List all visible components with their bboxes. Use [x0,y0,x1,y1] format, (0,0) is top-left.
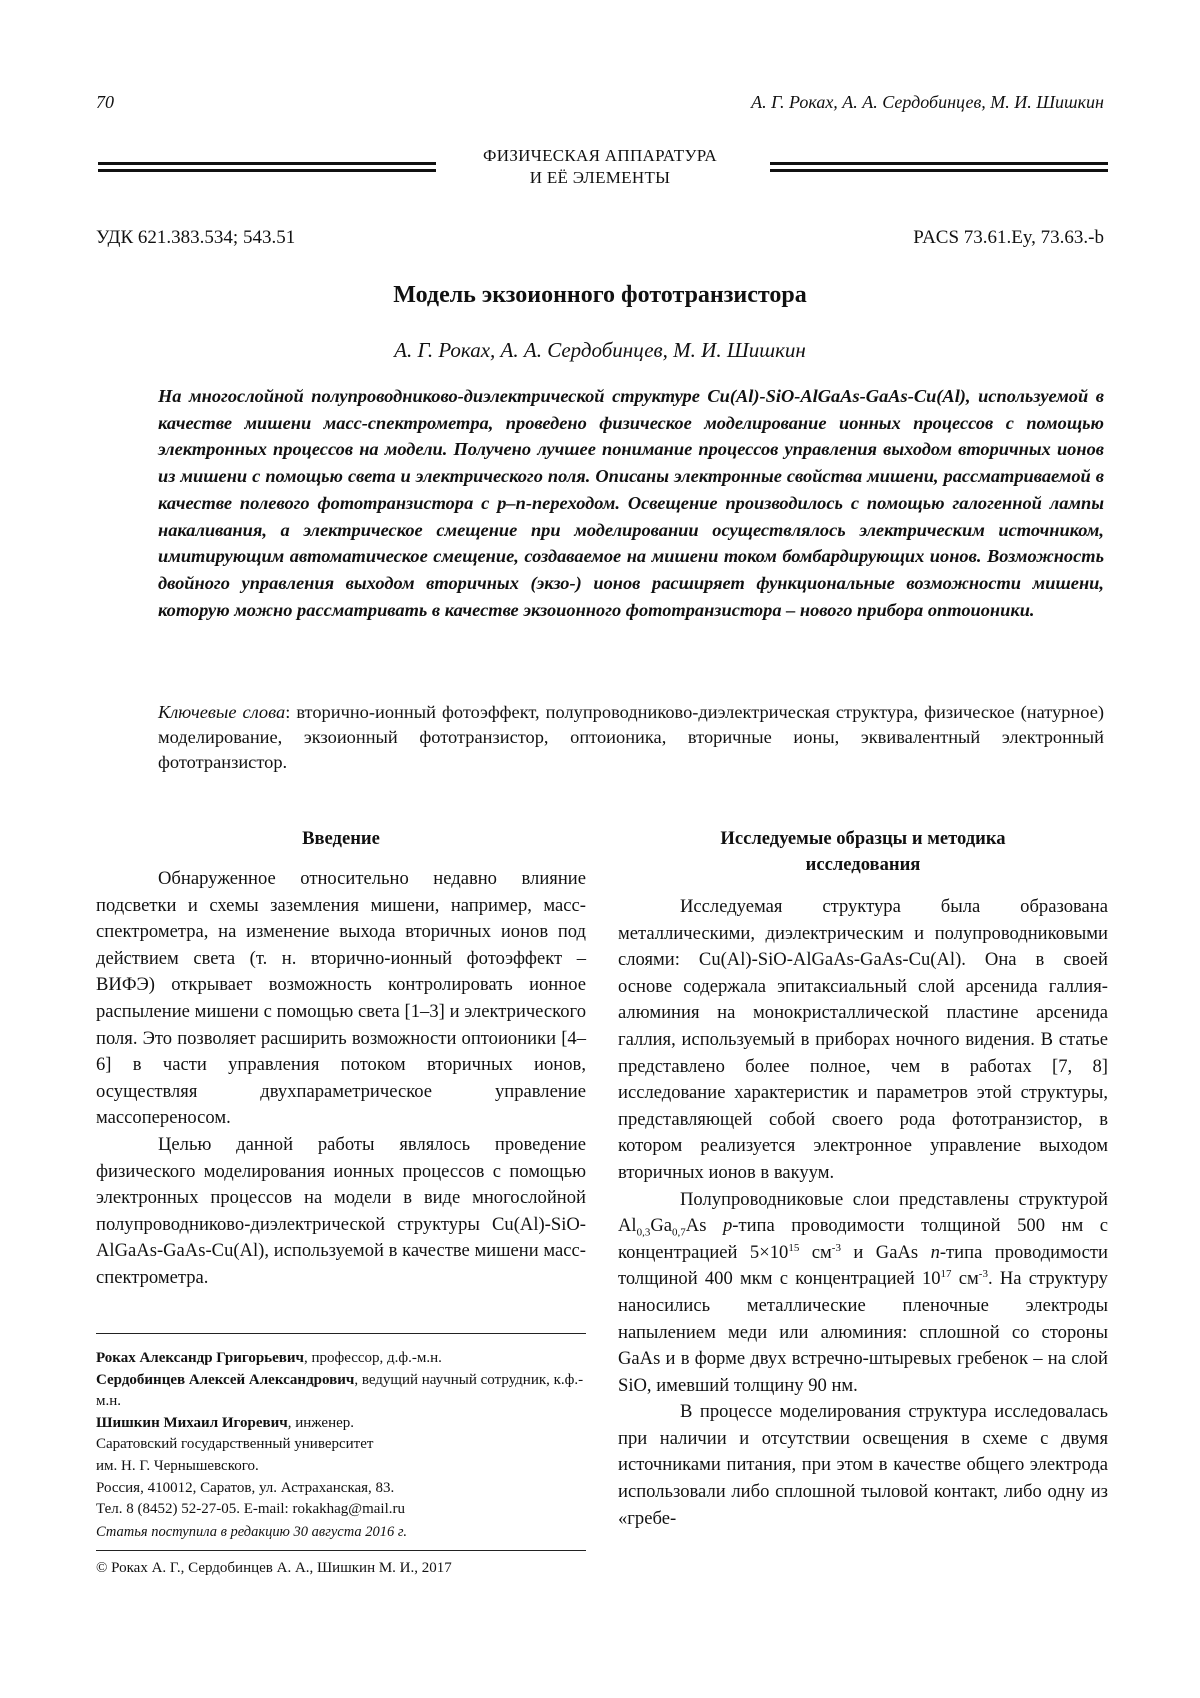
article-title: Модель экзоионного фототранзистора [393,282,807,308]
author-3 [96,1413,586,1435]
running-authors: А. Г. Рокаx, А. А. Сердобинцев, М. И. Шишкин [751,92,1104,112]
footnote-rule-bottom [96,1550,586,1551]
methods-heading [618,826,1108,878]
author-1-info: , профессор, д.ф.-м.н. [303,1350,442,1366]
keywords [158,700,1104,775]
author-1 [96,1348,586,1370]
author-info [96,1348,586,1521]
author-3-info: , инженер. [287,1414,355,1431]
organization-line2: им. Н. Г. Чернышевского. [96,1457,259,1474]
double-rule-right [770,162,1108,172]
methods-heading-line1: Исследуемые образцы и методика [720,828,1006,849]
article-authors: А. Г. Рокаx, А. А. Сердобинцев, М. И. Шишкин [394,338,806,362]
author-2-name: Сердобинцев Алексей Александрович [96,1371,355,1388]
address: Россия, 410012, Саратов, ул. Астраханская, 83. [96,1479,395,1496]
methods-paragraph-3: В процессе моделирования структура исследовалась при наличии и отсутствии освещения в схеме с двумя источниками питания, при этом в качестве общего электрода использовали либо сплошной тыловой контакт, либо одну из «гребе- [618,1401,1108,1529]
keywords-text: : вторично-ионный фотоэффект, полупроводниково-диэлектрическая структура, физическое (натурное) моделирование, экзоионный фототранзистор, оптоионика, вторичные ионы, эквивалентный электронный фототранзистор. [158,702,1104,772]
section-heading-line2: И ЕЁ ЭЛЕМЕНТЫ [529,168,671,187]
footnote-rule-top [96,1333,586,1334]
author-3-name: Шишкин Михаил Игоревич [96,1414,288,1431]
methods-heading-line2: исследования [805,854,921,875]
section-heading-line1: ФИЗИЧЕСКАЯ АППАРАТУРА [483,146,717,165]
udk-code: УДК 621.383.534; 543.51 [96,227,296,248]
intro-paragraph-2: Целью данной работы являлось проведение физического моделирования ионных процессов с помощью электронных процессов на модели в виде многослойной полупроводниково-диэлектрической структуры Cu(Al)-SiO-AlGaAs-GaAs-Cu(Al), используемой в качестве мишени масс-спектрометра. [96,1133,586,1288]
pacs-code: PACS 73.61.Ey, 73.63.-b [913,227,1104,248]
abstract: На многослойной полупроводниково-диэлектрической структуре Cu(Al)-SiO-AlGaAs-GaAs-Cu(Al), используемой в качестве мишени масс-спектрометра, проведено физическое моделирование ионных процессов с помощью электронных процессов на модели. Получено лучшее понимание процессов управления выходом вторичных ионов из мишени с помощью света и электрического поля. Описаны электронные свойства мишени, рассматриваемой в качестве полевого фототранзистора с p–n-переходом. Освещение производилось с помощью галогенной лампы накаливания, а электрическое смещение при моделировании осуществлялось электрическим источником, имитирующим автоматическое смещение, создаваемое на мишени током бомбардирующих ионов. Возможность двойного управления выходом вторичных (экзо-) ионов расширяет функциональные возможности мишени, которую можно рассматривать в качестве экзоионного фототранзистора – нового прибора оптоионики. [158,386,1104,620]
methods-body [618,894,1108,1532]
author-2-info: , ведущий научный сотрудник, к.ф.-м.н. [96,1371,584,1410]
author-1-name: Рокаx Александр Григорьевич [96,1350,304,1366]
received-date: Статья поступила в редакцию 30 августа 2016 г. [96,1524,407,1540]
page-number: 70 [96,92,114,112]
contact: Тел. 8 (8452) 52-27-05. E-mail: rokakhag@mail.ru [96,1501,405,1518]
intro-paragraph-1: Обнаруженное относительно недавно влияние подсветки и схемы заземления мишени, например, масс-спектрометра, на изменение выхода вторичных ионов под действием света (т. н. вторично-ионный фотоэффект – ВИФЭ) открывает возможность контролировать ионное распыление мишени с помощью света [1–3] и электрического поля. Это позволяет расширить возможности оптоионики [4–6] в части управления потоком вторичных ионов, осуществляя двухпараметрическое управление массопереносом. [96,868,586,1129]
methods-paragraph-2: Полупроводниковые слои представлены структурой $Al_{0,3}Ga_{0,7}As$ p-типа проводимости толщиной 500 нм с концентрацией $5\times 10^{15}$ $см^{-3}$ и GaAs n-типа проводимости толщиной 400 мкм с концентрацией $10^{17}$ $см^{-3}$. На структуру наносились металлические пленочные электроды напылением меди или алюминия: сплошной со стороны GaAs и в форме двух встречно-штыревых гребенок – на слой SiO, имевший толщину 90 нм. [618,1188,1108,1396]
keywords-label: Ключевые слова [158,702,286,722]
intro-body [96,866,586,1292]
intro-heading: Введение [302,828,380,849]
author-2 [96,1370,586,1413]
copyright: © Рокаx А. Г., Сердобинцев А. А., Шишкин М. И., 2017 [96,1560,452,1576]
organization-line1: Саратовский государственный университет [96,1436,374,1453]
methods-paragraph-1: Исследуемая структура была образована металлическими, диэлектрическим и полупроводниковыми слоями: Cu(Al)-SiO-AlGaAs-GaAs-Cu(Al). Она в своей основе содержала эпитаксиальный слой арсенида галлия-алюминия на монокристаллической пластине арсенида галлия, используемый в приборах ночного видения. В статье представлено более полное, чем в работах [7, 8] исследование характеристик и параметров этой структуры, представляющей собой своего рода фототранзистор, в котором реализуется электронное управление выходом вторичных ионов в вакуум. [618,896,1108,1183]
